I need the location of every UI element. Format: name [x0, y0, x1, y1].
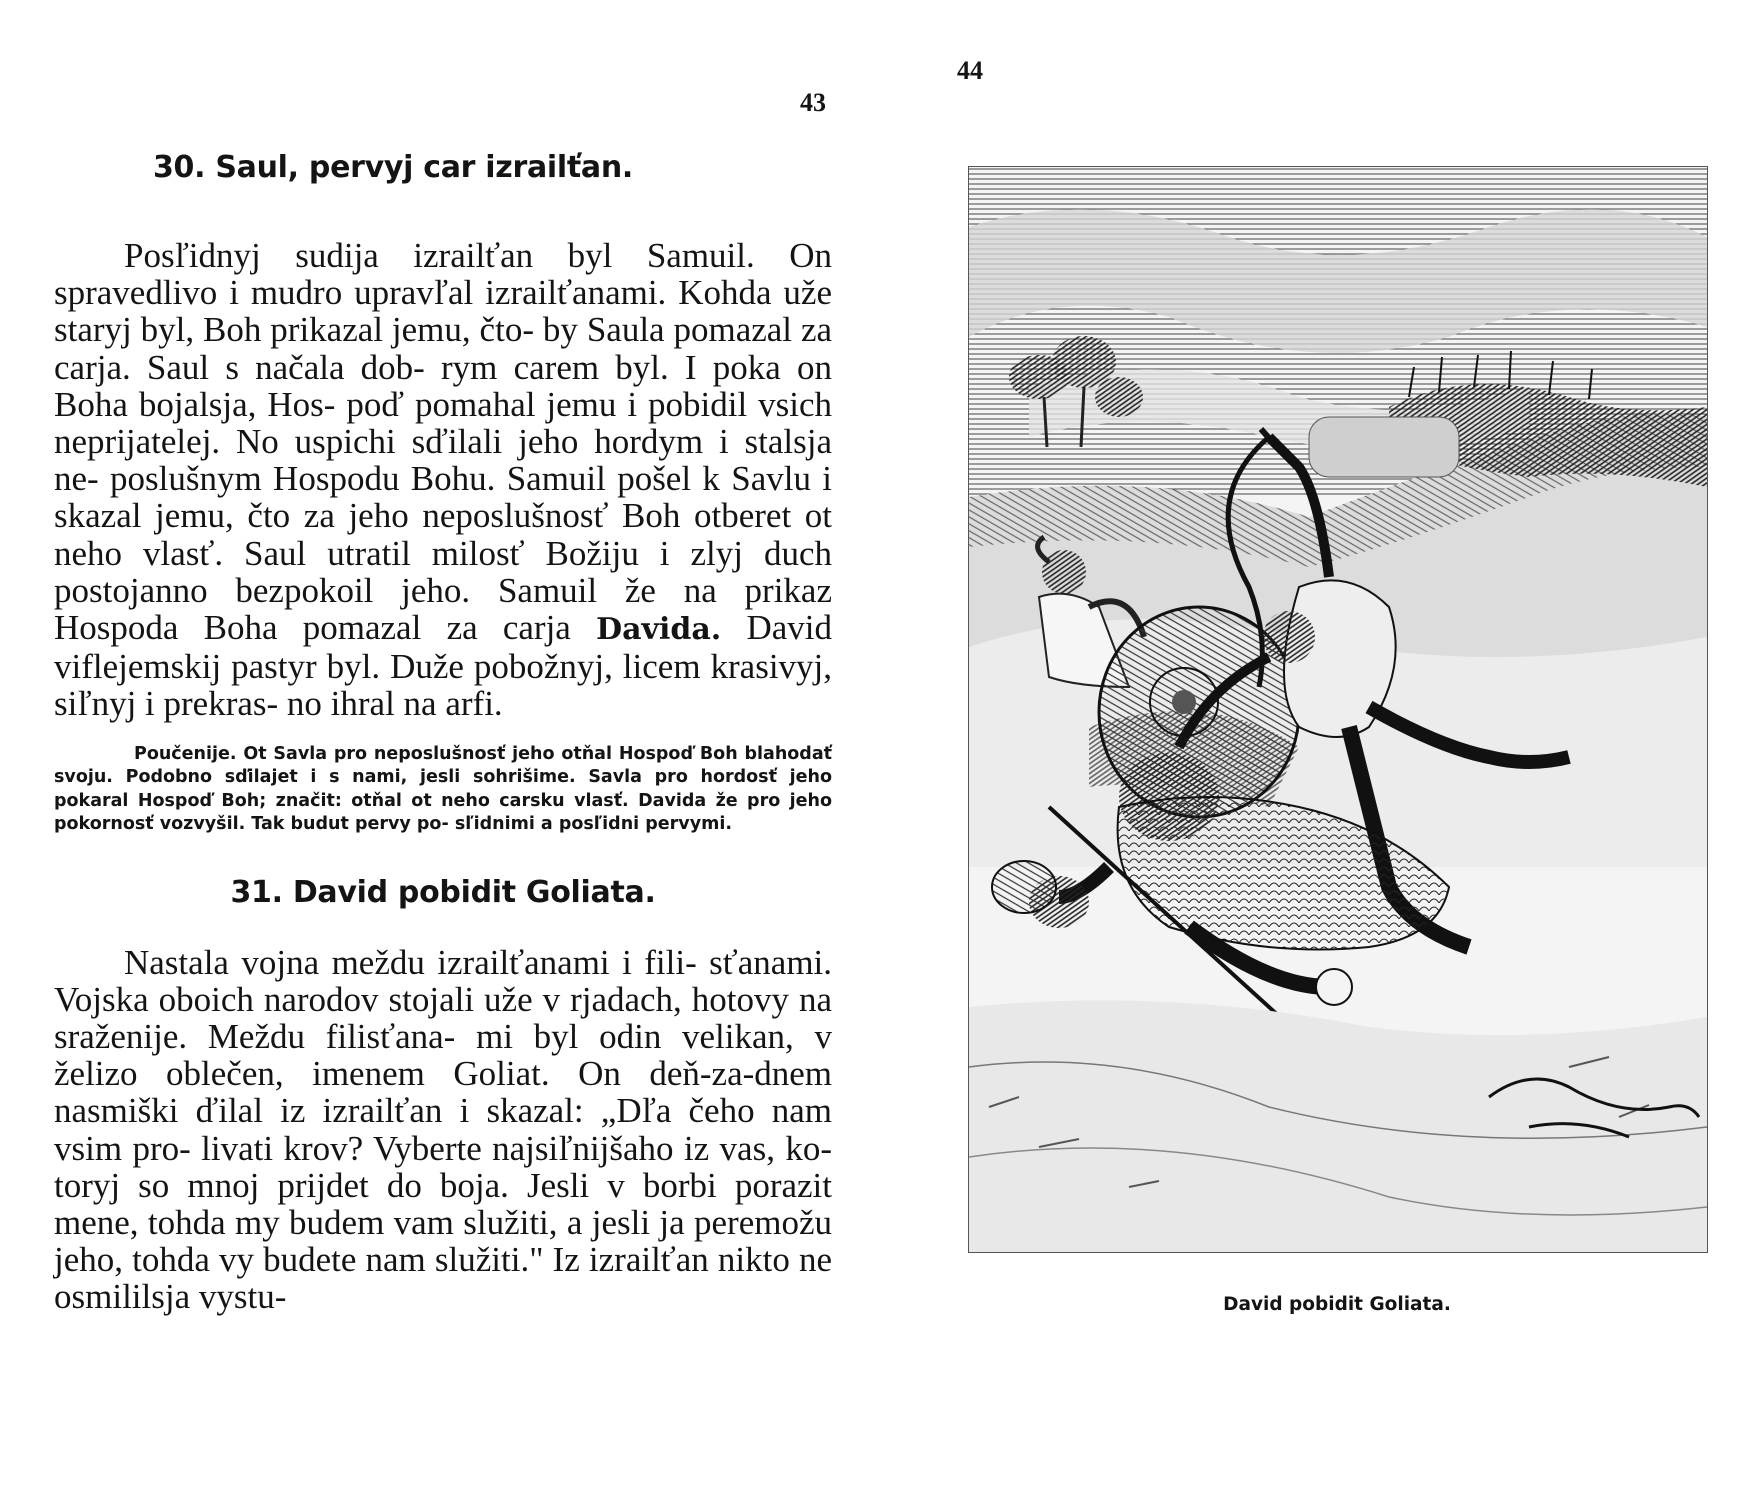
text-line: Posľidnyj sudija izrailťan byl Samuil. On	[124, 236, 832, 275]
text-line: rjadach, hotovy na sraženije. Meždu filisťana-	[54, 979, 832, 1057]
text-line: Nastala vojna meždu izrailťanami i fili-	[124, 942, 697, 982]
text-line: porazit mene, tohda my budem vam služiti, a	[54, 1165, 832, 1243]
text-line: David viflejemskij pastyr byl.	[54, 608, 833, 687]
engraving-david-goliath	[968, 166, 1708, 1253]
section-31-paragraph	[54, 944, 832, 1316]
figure-caption: David pobidit Goliata.	[1223, 1294, 1451, 1315]
text-line: Boh otberet ot neho vlasť. Saul utratil milosť	[54, 496, 833, 573]
lesson-paragraph	[54, 743, 832, 837]
text-line: poď pomahal jemu i pobidil vsich neprijatelej.	[54, 384, 833, 462]
text-line: služiti." Iz izrailťan nikto ne osmililsja vystu-	[54, 1240, 833, 1317]
text-line: Božiju i zlyj duch postojanno bezpokoil jeho.	[54, 533, 832, 610]
text-line: toryj so mnoj prijdet do boja. Jesli v borbi	[54, 1165, 717, 1205]
text-line: spravedlivo i mudro upravľal izrailťanami.	[54, 273, 667, 313]
text-line: No uspichi sďilali jeho hordym i stalsja ne-	[54, 422, 833, 499]
section-30-paragraph	[54, 237, 832, 723]
text-line: rym carem byl. I poka on Boha bojalsja, Hos-	[54, 347, 832, 424]
text-line: no ihral na arfi.	[286, 684, 503, 724]
text-line: izrailťan i skazal: „Dľa čeho nam vsim pro-	[54, 1091, 832, 1168]
text-line: Goliat. On deň-za-dnem nasmiški ďilal iz	[54, 1054, 833, 1131]
helmet	[992, 861, 1056, 913]
page-number-right: 44	[957, 56, 983, 85]
bold-name-davida: Davida.	[596, 612, 722, 648]
lesson-line: pro hordosť jeho pokaral Hospoď Boh; značit: otňal ot neho carsku	[54, 767, 832, 811]
text-line: poslušnym Hospodu Bohu. Samuil pošel k	[110, 459, 720, 499]
text-line: by Saula pomazal za carja. Saul s načala dob-	[54, 310, 833, 387]
text-line: Savlu i skazal jemu, čto za jeho neposlušnosť	[54, 459, 833, 536]
page-number-left: 43	[800, 88, 826, 117]
text-line: Duže pobožnyj, licem krasivyj, siľnyj i prekras-	[54, 647, 833, 724]
text-line: Samuil že na prikaz Hospoda Boha pomazal	[54, 570, 832, 648]
lesson-line: Boh blahodať svoju. Podobno sďilajet i s nami, jesli sohrišime. Savla	[54, 743, 832, 788]
text-line: za carja	[446, 608, 571, 648]
section-30-title: 30. Saul, pervyj car izrailťan.	[152, 150, 634, 185]
section-31-title: 31. David pobidit Goliata.	[230, 874, 656, 910]
text-line: jesli ja peremožu jeho, tohda vy budete nam	[54, 1203, 832, 1280]
text-line: livati krov? Vyberte najsiľnijšaho iz vas, ko-	[201, 1128, 832, 1168]
text-line: mi byl odin velikan, v želizo oblečen, imenem	[54, 1017, 832, 1094]
lesson-line: vlasť. Davida že pro jeho pokornosť vozvyšil. Tak budut pervy po-	[54, 790, 832, 835]
left-page-text	[54, 150, 832, 1316]
text-line: Kohda uže staryj byl, Boh prikazal jemu, čto-	[54, 273, 833, 350]
text-line: sťanami. Vojska oboich narodov stojali uže v	[54, 942, 833, 1019]
lesson-line: Poučenije. Ot Savla pro neposlušnosť jeho otňal Hospoď	[134, 743, 693, 764]
lesson-line: sľidnimi a posľidni pervymi.	[454, 814, 732, 835]
